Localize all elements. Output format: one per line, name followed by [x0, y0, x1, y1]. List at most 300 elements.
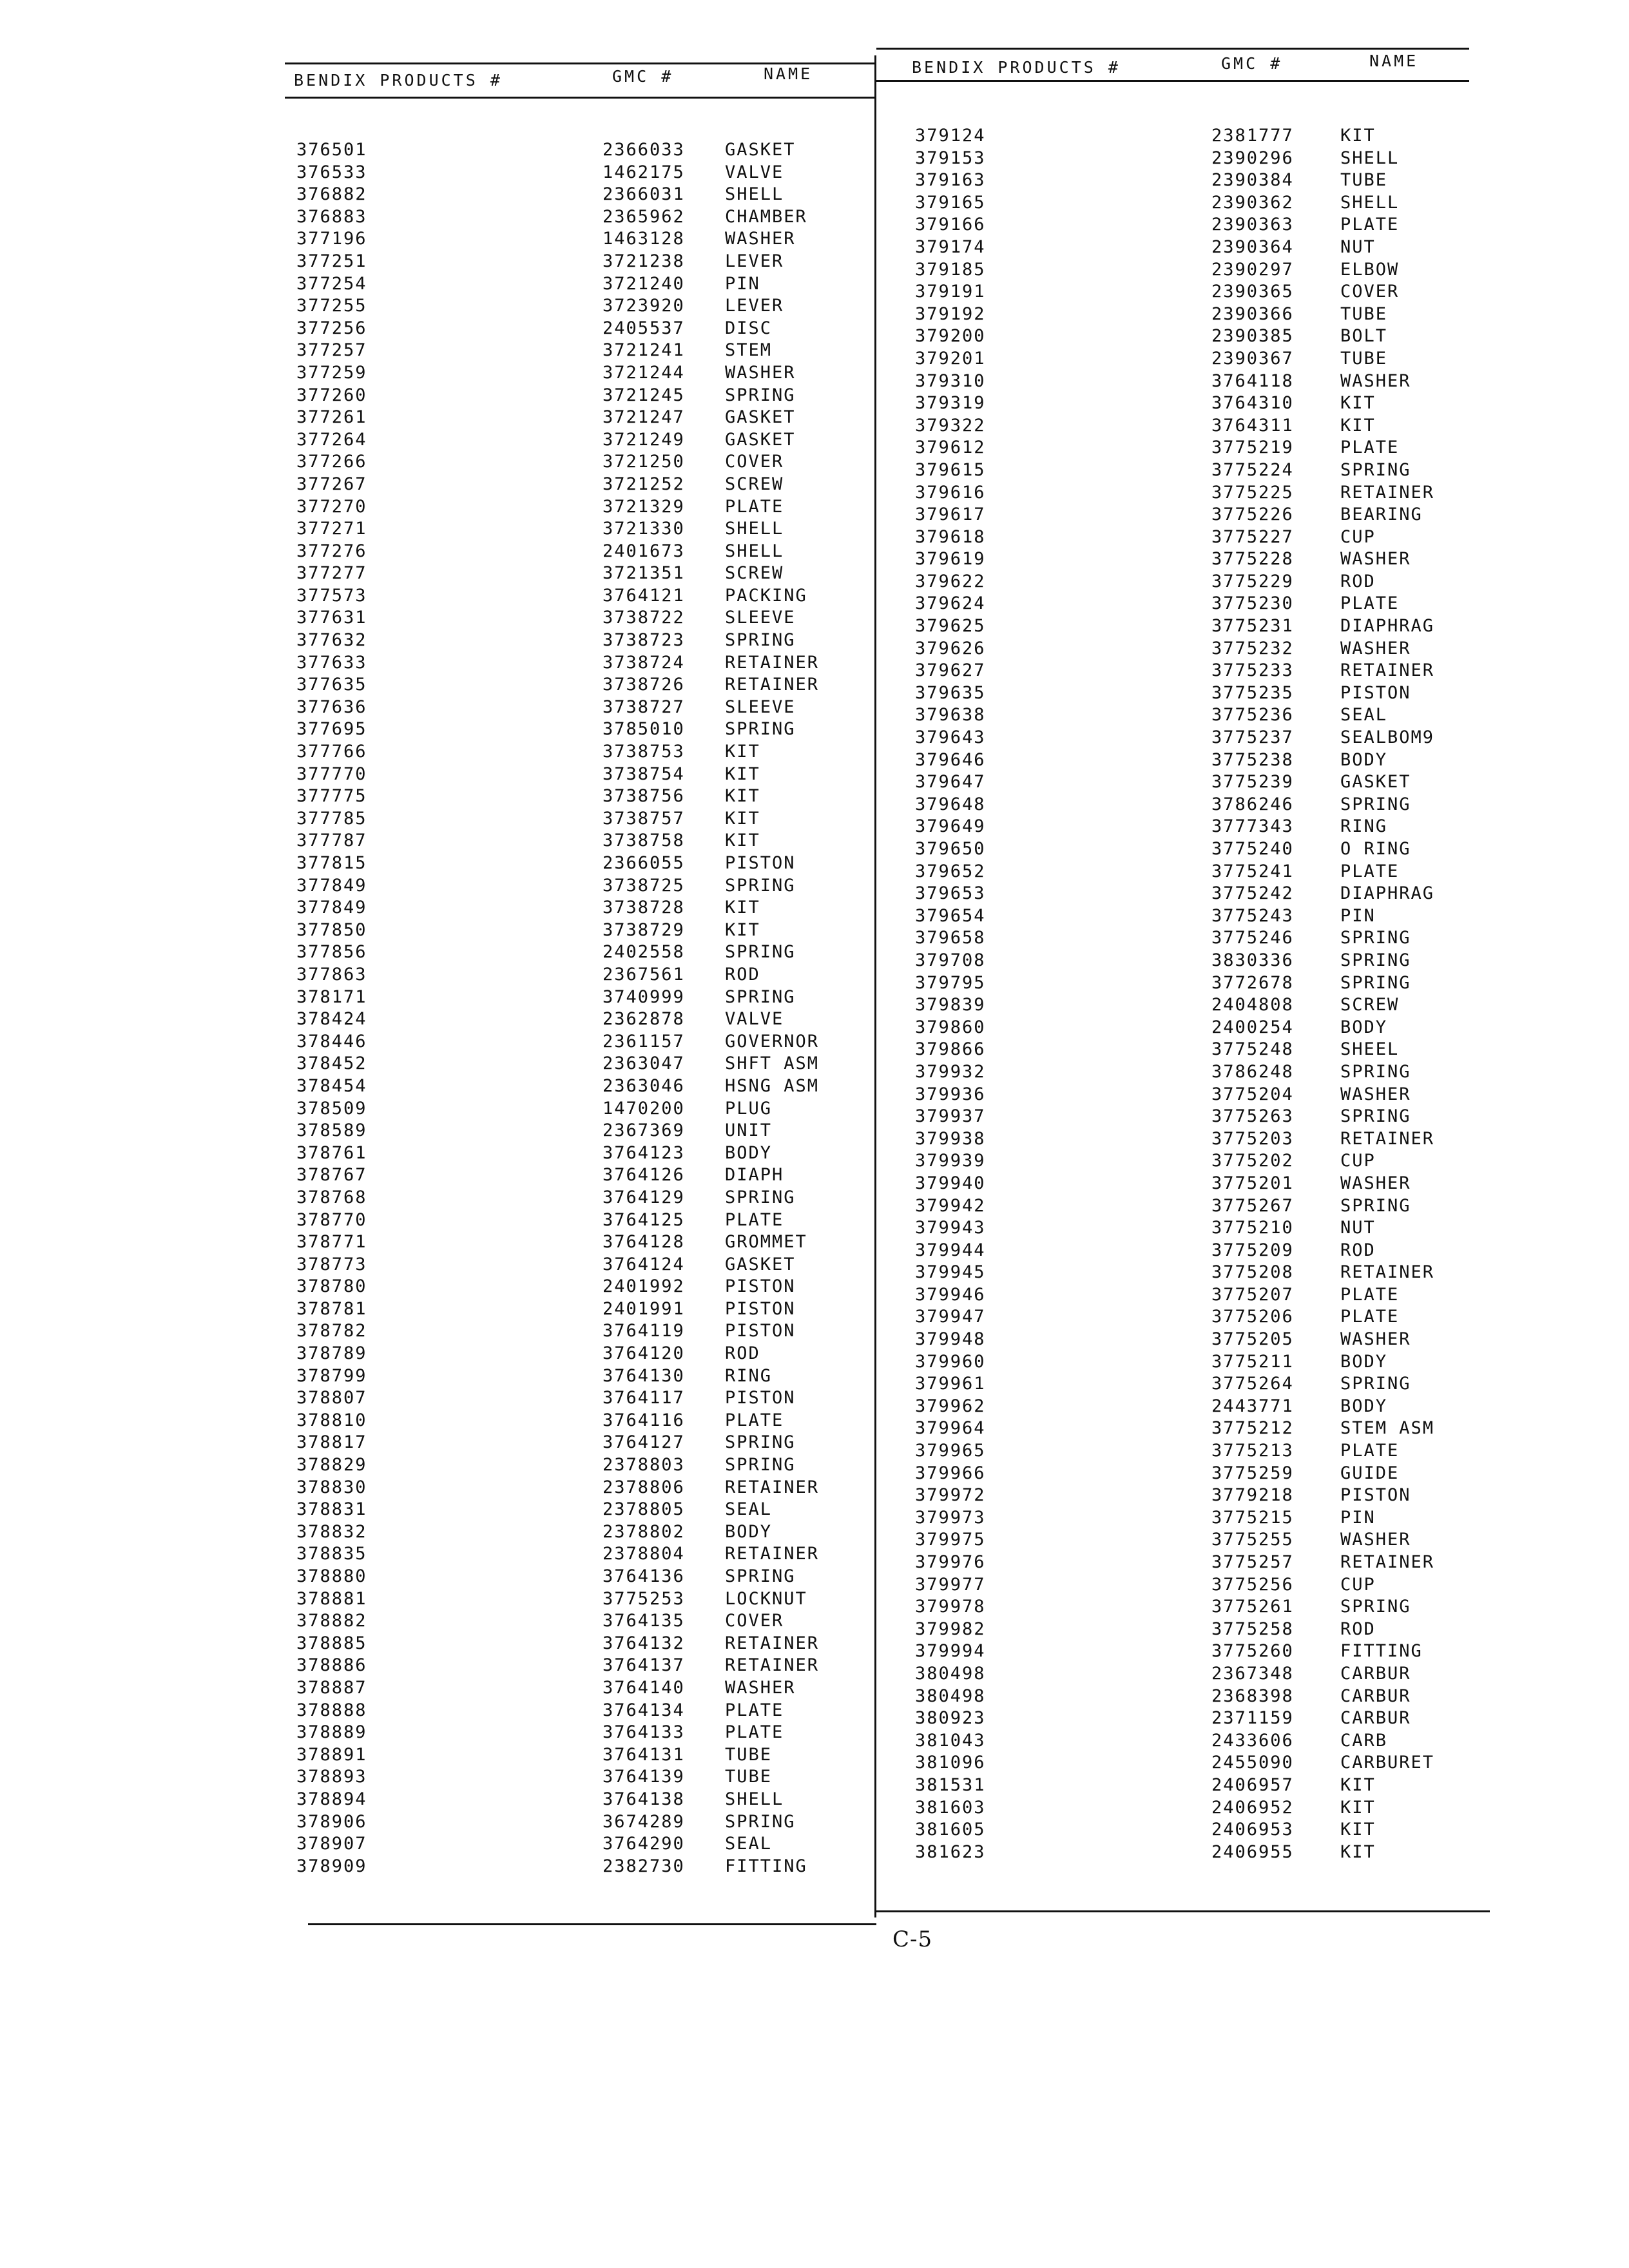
left-header-part-no: BENDIX PRODUCTS #: [294, 71, 503, 90]
part-name: FITTING: [725, 1856, 807, 1876]
part-number: 381531: [915, 1774, 986, 1795]
part-name: BODY: [725, 1521, 773, 1542]
gmc-number: 3764126: [602, 1165, 685, 1186]
gmc-number: 3775207: [1211, 1284, 1294, 1305]
gmc-number: 2402558: [602, 942, 685, 963]
part-name: WASHER: [725, 1677, 796, 1698]
part-number: 378831: [296, 1499, 367, 1520]
part-number: 377633: [296, 652, 367, 673]
table-row: [915, 1396, 1508, 1418]
part-number: 379200: [915, 326, 986, 347]
table-row: [915, 682, 1508, 705]
part-name: WASHER: [1340, 1329, 1411, 1350]
part-name: KIT: [1340, 1841, 1376, 1862]
gmc-number: 3775208: [1211, 1262, 1294, 1283]
part-name: TUBE: [725, 1767, 773, 1787]
part-number: 377850: [296, 919, 367, 940]
gmc-number: 3775204: [1211, 1084, 1294, 1104]
header-underline-right: [876, 80, 1469, 82]
gmc-number: 2390363: [1211, 215, 1294, 235]
gmc-number: 3775230: [1211, 593, 1294, 614]
part-number: 378452: [296, 1053, 367, 1074]
part-name: LEVER: [725, 296, 784, 316]
table-row: [296, 1700, 889, 1722]
gmc-number: 3786246: [1211, 794, 1294, 814]
part-number: 379839: [915, 995, 986, 1015]
part-number: 379163: [915, 170, 986, 191]
part-name: SHFT ASM: [725, 1053, 820, 1074]
table-row: [296, 1120, 889, 1142]
part-name: CARBUR: [1340, 1686, 1411, 1706]
gmc-number: 3721351: [602, 563, 685, 584]
left-header-name: NAME: [764, 64, 813, 83]
gmc-number: 3775260: [1211, 1641, 1294, 1662]
part-name: KIT: [1340, 1820, 1376, 1840]
gmc-number: 1462175: [602, 162, 685, 182]
part-number: 378780: [296, 1276, 367, 1297]
part-number: 381043: [915, 1730, 986, 1751]
part-name: PLATE: [1340, 861, 1400, 881]
table-row: [296, 1499, 889, 1521]
gmc-number: 3775256: [1211, 1574, 1294, 1595]
table-row: [915, 1619, 1508, 1641]
part-number: 381605: [915, 1820, 986, 1840]
gmc-number: 3775228: [1211, 549, 1294, 570]
part-name: KIT: [1340, 1797, 1376, 1818]
part-number: 377635: [296, 675, 367, 695]
part-name: RING: [725, 1365, 773, 1386]
part-number: 378832: [296, 1521, 367, 1542]
gmc-number: 3775235: [1211, 682, 1294, 703]
gmc-number: 1470200: [602, 1098, 685, 1119]
part-number: 377573: [296, 585, 367, 606]
gmc-number: 3738728: [602, 898, 685, 918]
part-number: 377863: [296, 964, 367, 985]
part-name: GASKET: [725, 407, 796, 428]
part-number: 379646: [915, 749, 986, 770]
gmc-number: 2390384: [1211, 170, 1294, 191]
gmc-number: 3721245: [602, 385, 685, 405]
part-number: 378446: [296, 1031, 367, 1052]
table-row: [915, 972, 1508, 995]
gmc-number: 3779218: [1211, 1485, 1294, 1506]
part-name: KIT: [1340, 415, 1376, 436]
part-name: SLEEVE: [725, 608, 796, 628]
gmc-number: 3764137: [602, 1655, 685, 1676]
table-row: [915, 749, 1508, 772]
gmc-number: 3764116: [602, 1410, 685, 1430]
table-row: [915, 1507, 1508, 1530]
table-row: [915, 1084, 1508, 1106]
part-name: PLATE: [1340, 437, 1400, 458]
gmc-number: 3775203: [1211, 1128, 1294, 1149]
part-name: GASKET: [725, 140, 796, 160]
gmc-number: 3738729: [602, 919, 685, 940]
part-number: 376882: [296, 184, 367, 205]
gmc-number: 3764139: [602, 1767, 685, 1787]
gmc-number: 3775240: [1211, 839, 1294, 859]
table-row: [296, 541, 889, 563]
part-number: 378909: [296, 1856, 367, 1876]
table-row: [915, 169, 1508, 192]
part-name: PLUG: [725, 1098, 773, 1119]
part-number: 379860: [915, 1017, 986, 1037]
part-name: SHELL: [725, 1789, 784, 1809]
part-name: RETAINER: [725, 1633, 820, 1653]
table-row: [296, 251, 889, 273]
table-row: [296, 1365, 889, 1388]
gmc-number: 3775261: [1211, 1597, 1294, 1617]
table-row: [915, 861, 1508, 883]
part-number: 378830: [296, 1477, 367, 1497]
part-number: 378789: [296, 1343, 367, 1364]
part-number: 379982: [915, 1619, 986, 1639]
part-number: 377849: [296, 875, 367, 896]
part-number: 378817: [296, 1432, 367, 1453]
part-number: 381603: [915, 1797, 986, 1818]
table-row: [915, 1797, 1508, 1820]
gmc-number: 2390296: [1211, 148, 1294, 168]
gmc-number: 3775242: [1211, 883, 1294, 904]
table-row: [296, 830, 889, 852]
part-name: PLATE: [1340, 1284, 1400, 1305]
part-name: KIT: [725, 808, 760, 829]
part-number: 379310: [915, 370, 986, 391]
table-row: [915, 1173, 1508, 1195]
gmc-number: 3764133: [602, 1722, 685, 1743]
gmc-number: 3740999: [602, 986, 685, 1007]
part-name: SPRING: [1340, 972, 1411, 993]
table-row: [915, 1596, 1508, 1619]
part-name: CUP: [1340, 526, 1376, 547]
gmc-number: 2363046: [602, 1075, 685, 1096]
table-row: [915, 1039, 1508, 1061]
table-row: [296, 1856, 889, 1878]
part-name: STEM: [725, 340, 773, 361]
part-name: RETAINER: [725, 1544, 820, 1564]
gmc-number: 2371159: [1211, 1708, 1294, 1729]
gmc-number: 3738754: [602, 764, 685, 784]
part-name: PISTON: [1340, 682, 1411, 703]
part-number: 379622: [915, 571, 986, 591]
table-row: [296, 206, 889, 229]
gmc-number: 2390366: [1211, 303, 1294, 324]
gmc-number: 3775212: [1211, 1418, 1294, 1439]
part-number: 379617: [915, 505, 986, 525]
part-number: 379638: [915, 705, 986, 726]
table-row: [296, 764, 889, 786]
part-name: RETAINER: [1340, 1552, 1435, 1572]
table-row: [915, 459, 1508, 482]
part-name: TUBE: [1340, 303, 1388, 324]
gmc-number: 3775215: [1211, 1507, 1294, 1528]
part-number: 378881: [296, 1588, 367, 1609]
part-number: 379643: [915, 727, 986, 748]
table-row: [915, 303, 1508, 326]
part-number: 377196: [296, 229, 367, 249]
part-number: 380923: [915, 1708, 986, 1729]
part-number: 378907: [296, 1834, 367, 1854]
table-row: [915, 1640, 1508, 1663]
part-number: 379978: [915, 1597, 986, 1617]
table-row: [296, 1655, 889, 1677]
gmc-number: 3764128: [602, 1232, 685, 1253]
part-name: SPRING: [725, 630, 796, 651]
part-name: ELBOW: [1340, 259, 1400, 280]
table-row: [915, 1195, 1508, 1218]
part-number: 377271: [296, 519, 367, 539]
table-row: [296, 318, 889, 340]
gmc-number: 2390385: [1211, 326, 1294, 347]
gmc-number: 3764132: [602, 1633, 685, 1653]
table-row: [915, 704, 1508, 727]
table-row: [915, 1730, 1508, 1753]
part-number: 377254: [296, 273, 367, 294]
part-name: BODY: [725, 1142, 773, 1163]
gmc-number: 3721247: [602, 407, 685, 428]
part-number: 377251: [296, 251, 367, 271]
gmc-number: 3775219: [1211, 437, 1294, 458]
part-name: HSNG ASM: [725, 1075, 820, 1096]
part-number: 379940: [915, 1173, 986, 1193]
part-number: 379866: [915, 1039, 986, 1060]
table-row: [296, 1209, 889, 1232]
right-parts-list: [915, 125, 1508, 1863]
table-row: [915, 1240, 1508, 1262]
part-name: PISTON: [725, 1388, 796, 1408]
table-row: [296, 562, 889, 585]
gmc-number: 3738727: [602, 697, 685, 717]
part-number: 379942: [915, 1195, 986, 1216]
table-row: [915, 950, 1508, 972]
part-name: PLATE: [1340, 215, 1400, 235]
part-name: KIT: [1340, 1774, 1376, 1795]
part-number: 378770: [296, 1209, 367, 1230]
part-number: 377849: [296, 898, 367, 918]
table-row: [296, 875, 889, 898]
gmc-number: 3721252: [602, 474, 685, 494]
part-name: WASHER: [1340, 370, 1411, 391]
gmc-number: 2401673: [602, 541, 685, 561]
table-row: [915, 415, 1508, 437]
gmc-number: 2378804: [602, 1544, 685, 1564]
part-name: SPRING: [1340, 928, 1411, 948]
table-row: [915, 526, 1508, 549]
part-name: RETAINER: [1340, 660, 1435, 681]
table-row: [296, 139, 889, 162]
part-name: TUBE: [1340, 170, 1388, 191]
part-number: 379624: [915, 593, 986, 614]
table-row: [296, 1722, 889, 1744]
gmc-number: 2367561: [602, 964, 685, 985]
table-row: [915, 883, 1508, 905]
table-row: [296, 674, 889, 697]
part-name: KIT: [725, 919, 760, 940]
part-name: NUT: [1340, 236, 1376, 257]
part-name: KIT: [725, 898, 760, 918]
table-row: [296, 362, 889, 385]
table-row: [915, 1529, 1508, 1552]
part-name: SPRING: [1340, 1374, 1411, 1394]
part-name: CUP: [1340, 1151, 1376, 1171]
part-name: KIT: [725, 831, 760, 851]
part-name: DIAPHRAG: [1340, 883, 1435, 904]
part-name: PISTON: [725, 853, 796, 873]
table-row: [296, 184, 889, 206]
gmc-number: 3772678: [1211, 972, 1294, 993]
table-row: [296, 1164, 889, 1187]
part-name: SLEEVE: [725, 697, 796, 717]
gmc-number: 3775213: [1211, 1441, 1294, 1461]
table-row: [296, 1142, 889, 1165]
table-row: [915, 816, 1508, 838]
part-name: PLATE: [1340, 1307, 1400, 1327]
table-row: [296, 451, 889, 474]
part-name: FITTING: [1340, 1641, 1423, 1662]
part-number: 377266: [296, 452, 367, 472]
part-name: PLATE: [725, 1209, 784, 1230]
part-number: 377787: [296, 831, 367, 851]
table-row: [915, 392, 1508, 415]
gmc-number: 2390362: [1211, 192, 1294, 213]
gmc-number: 2378806: [602, 1477, 685, 1497]
part-number: 379939: [915, 1151, 986, 1171]
table-row: [915, 370, 1508, 393]
part-number: 379191: [915, 282, 986, 302]
part-number: 378885: [296, 1633, 367, 1653]
gmc-number: 3775233: [1211, 660, 1294, 681]
part-name: SPRING: [725, 719, 796, 740]
gmc-number: 3775264: [1211, 1374, 1294, 1394]
part-name: WASHER: [1340, 549, 1411, 570]
gmc-number: 3775232: [1211, 638, 1294, 658]
part-number: 379654: [915, 905, 986, 926]
gmc-number: 3775238: [1211, 749, 1294, 770]
table-row: [296, 228, 889, 251]
part-name: SEAL: [725, 1834, 773, 1854]
gmc-number: 3764130: [602, 1365, 685, 1386]
part-name: BODY: [1340, 1351, 1388, 1372]
table-row: [915, 593, 1508, 615]
part-name: WASHER: [1340, 1173, 1411, 1193]
part-name: SPRING: [1340, 950, 1411, 970]
part-name: SPRING: [725, 875, 796, 896]
part-name: SEALBOM9: [1340, 727, 1435, 748]
gmc-number: 3738757: [602, 808, 685, 829]
table-row: [296, 697, 889, 719]
part-name: CARBUR: [1340, 1663, 1411, 1684]
part-number: 378807: [296, 1388, 367, 1408]
table-row: [915, 1373, 1508, 1396]
part-number: 378171: [296, 986, 367, 1007]
part-number: 379616: [915, 482, 986, 503]
part-name: PISTON: [1340, 1485, 1411, 1506]
gmc-number: 3738753: [602, 742, 685, 762]
gmc-number: 2382730: [602, 1856, 685, 1876]
part-name: SHELL: [725, 541, 784, 561]
part-name: NUT: [1340, 1218, 1376, 1238]
gmc-number: 3775206: [1211, 1307, 1294, 1327]
gmc-number: 3775205: [1211, 1329, 1294, 1350]
part-number: 379943: [915, 1218, 986, 1238]
table-row: [915, 281, 1508, 303]
part-number: 379124: [915, 126, 986, 146]
part-number: 379964: [915, 1418, 986, 1439]
part-name: LEVER: [725, 251, 784, 271]
table-row: [296, 1633, 889, 1655]
gmc-number: 2378802: [602, 1521, 685, 1542]
table-row: [915, 1351, 1508, 1374]
table-row: [915, 1485, 1508, 1507]
table-row: [915, 236, 1508, 259]
part-number: 379932: [915, 1061, 986, 1082]
part-number: 379618: [915, 526, 986, 547]
gmc-number: 2362878: [602, 1009, 685, 1030]
part-number: 379185: [915, 259, 986, 280]
part-number: 378509: [296, 1098, 367, 1119]
gmc-number: 3775231: [1211, 616, 1294, 637]
table-row: [296, 429, 889, 452]
gmc-number: 3721240: [602, 273, 685, 294]
gmc-number: 3775258: [1211, 1619, 1294, 1639]
table-row: [915, 1284, 1508, 1307]
gmc-number: 3721330: [602, 519, 685, 539]
part-number: 379708: [915, 950, 986, 970]
gmc-number: 3775229: [1211, 571, 1294, 591]
table-row: [296, 1811, 889, 1834]
part-name: SCREW: [725, 563, 784, 584]
gmc-number: 2406955: [1211, 1841, 1294, 1862]
table-row: [296, 1053, 889, 1075]
part-name: GASKET: [1340, 772, 1411, 793]
table-row: [915, 504, 1508, 526]
part-name: RETAINER: [1340, 482, 1435, 503]
part-number: 377255: [296, 296, 367, 316]
gmc-number: 3775211: [1211, 1351, 1294, 1372]
part-name: PLATE: [1340, 1441, 1400, 1461]
bottom-rule-right: [876, 1910, 1490, 1912]
part-name: PISTON: [725, 1298, 796, 1319]
part-number: 378882: [296, 1611, 367, 1631]
left-parts-list: [296, 139, 889, 1878]
part-name: VALVE: [725, 162, 784, 182]
gmc-number: 3721238: [602, 251, 685, 271]
part-number: 379960: [915, 1351, 986, 1372]
part-number: 381623: [915, 1841, 986, 1862]
table-row: [296, 808, 889, 831]
part-number: 379938: [915, 1128, 986, 1149]
part-number: 379635: [915, 682, 986, 703]
part-number: 379322: [915, 415, 986, 436]
part-name: CARBUR: [1340, 1708, 1411, 1729]
part-name: SPRING: [1340, 794, 1411, 814]
right-header-part-no: BENDIX PRODUCTS #: [912, 58, 1121, 77]
gmc-number: 3775202: [1211, 1151, 1294, 1171]
gmc-number: 2390367: [1211, 348, 1294, 369]
gmc-number: 3764134: [602, 1700, 685, 1720]
gmc-number: 3775263: [1211, 1106, 1294, 1127]
table-row: [296, 474, 889, 496]
gmc-number: 3738722: [602, 608, 685, 628]
gmc-number: 3721249: [602, 429, 685, 450]
table-row: [915, 348, 1508, 370]
part-name: TUBE: [1340, 348, 1388, 369]
table-row: [296, 340, 889, 362]
part-name: KIT: [1340, 126, 1376, 146]
part-number: 377631: [296, 608, 367, 628]
gmc-number: 2390365: [1211, 282, 1294, 302]
part-name: TUBE: [725, 1744, 773, 1765]
